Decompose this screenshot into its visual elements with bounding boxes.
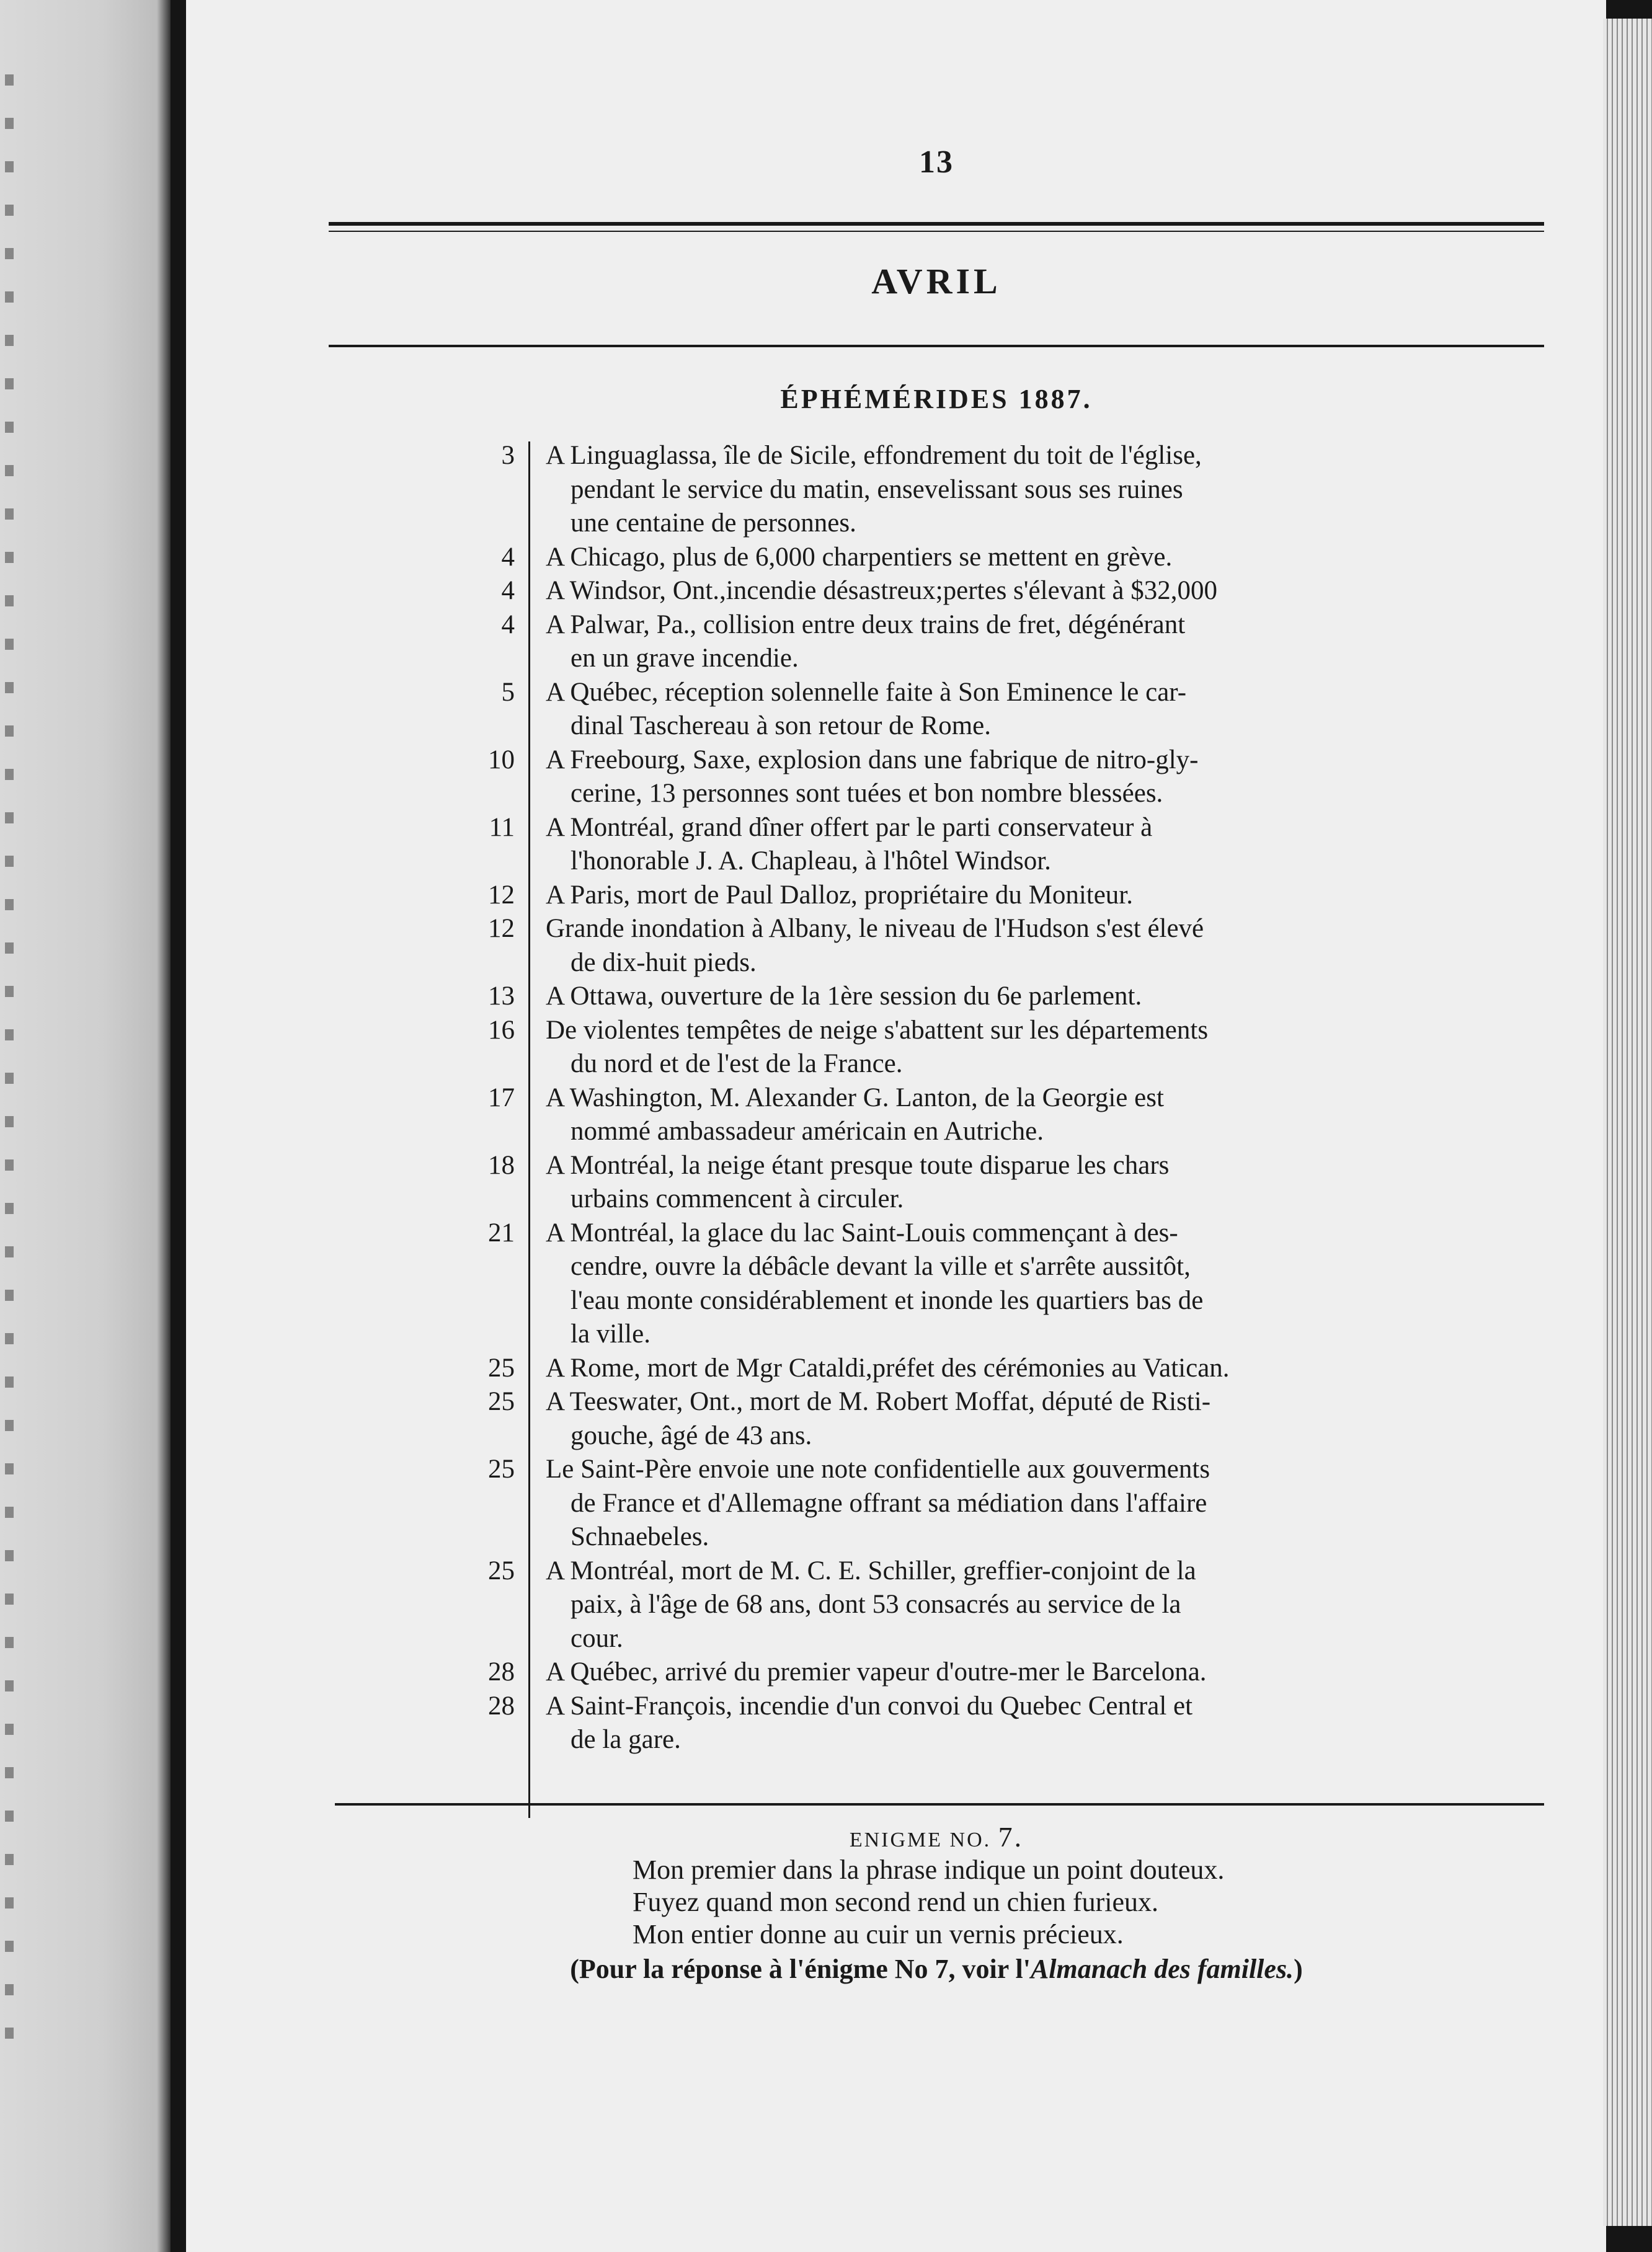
entry-text [546,439,1538,541]
ephemeris-entry [329,541,1544,575]
entry-line: en un grave incendie. [571,644,799,673]
entry-day: 11 [489,812,515,842]
bottom-rule [335,1803,1544,1806]
entry-line: A Ottawa, ouverture de la 1ère session du 6e parlement. [546,982,1142,1011]
entry-day: 3 [501,441,515,470]
ephemeris-entry [329,574,1544,608]
ephemeris-entry [329,1149,1544,1217]
entry-line: urbains commencent à circuler. [571,1184,904,1213]
entry-line: A Montréal, grand dîner offert par le parti conservateur à [546,812,1153,842]
entry-text [546,541,1538,575]
entry-day: 25 [488,1353,515,1383]
poem-line: Fuyez quand mon second rend un chien furieux. [633,1887,1158,1917]
ephemeris-entry [329,1656,1544,1690]
entry-line: cerine, 13 personnes sont tuées et bon nombre blessées. [571,779,1163,808]
entry-line: cour. [571,1623,623,1653]
entry-line: A Washington, M. Alexander G. Lanton, de la Georgie est [546,1083,1164,1112]
entry-text [546,574,1538,608]
entry-line: A Montréal, la glace du lac Saint-Louis commençant à des- [546,1218,1178,1248]
section-title: ÉPHÉMÉRIDES 1887. [780,384,1093,414]
entry-line: pendant le service du matin, ensevelissant sous ses ruines [571,474,1183,504]
entry-line: A Saint-François, incendie d'un convoi du Quebec Central et [546,1691,1193,1721]
enigme-number: 7. [998,1821,1024,1853]
entry-line: paix, à l'âge de 68 ans, dont 53 consacrés au service de la [571,1590,1181,1619]
entry-line: du nord et de l'est de la France. [571,1049,903,1078]
entry-text [546,879,1538,913]
entry-text [546,811,1538,879]
entry-line: dinal Taschereau à son retour de Rome. [571,711,991,740]
entry-line: A Freebourg, Saxe, explosion dans une fabrique de nitro-gly- [546,745,1199,774]
entry-day: 25 [488,1556,515,1585]
entry-line: l'honorable J. A. Chapleau, à l'hôtel Windsor. [571,846,1051,876]
entry-text [546,1554,1538,1656]
poem-line: Mon premier dans la phrase indique un point douteux. [633,1855,1225,1885]
entry-text [546,912,1538,980]
top-rule-thin [329,231,1544,232]
ephemeris-entry [329,879,1544,913]
month-title: AVRIL [871,261,1001,301]
entry-day: 16 [488,1015,515,1045]
entry-line: gouche, âgé de 43 ans. [571,1421,812,1450]
entry-line: A Chicago, plus de 6,000 charpentiers se mettent en grève. [546,542,1173,572]
entry-text [546,676,1538,743]
entry-line: A Teeswater, Ont., mort de M. Robert Moffat, député de Risti- [546,1387,1211,1416]
entry-day: 10 [488,745,515,774]
entry-text [546,1385,1538,1453]
page-number: 13 [919,144,954,180]
ephemeris-entry [329,1081,1544,1149]
entry-day: 5 [501,677,515,707]
entry-line: A Linguaglassa, île de Sicile, effondrement du toit de l'église, [546,441,1202,470]
entry-text [546,608,1538,676]
entry-line: Schnaebeles. [571,1522,709,1551]
ephemeris-entry [329,1453,1544,1554]
entry-text [546,1453,1538,1554]
entry-text [546,1149,1538,1217]
ephemeris-entry [329,439,1544,541]
entry-day: 21 [488,1218,515,1248]
entry-text [546,1656,1538,1690]
page-stack-edge [1603,19,1652,2226]
ephemeris-entry [329,1690,1544,1757]
entry-day: 17 [488,1083,515,1112]
entry-day: 4 [501,542,515,572]
entry-text [546,1690,1538,1757]
entry-day: 18 [488,1150,515,1180]
answer-prefix: (Pour la réponse à l'énigme No 7, voir l' [570,1954,1031,1984]
entry-line: de dix-huit pieds. [571,947,757,977]
ephemeris-entry [329,743,1544,811]
ephemeris-entry [329,1352,1544,1386]
ephemeris-entry [329,1014,1544,1081]
entry-line: A Montréal, la neige étant presque toute disparue les chars [546,1150,1170,1180]
entry-day: 25 [488,1387,515,1416]
enigme-answer-note [329,1953,1544,1985]
answer-reference-title: Almanach des familles. [1030,1954,1294,1984]
almanac-page [186,0,1606,2252]
entry-line: l'eau monte considérablement et inonde les quartiers bas de [571,1285,1204,1315]
ephemeris-entry [329,1554,1544,1656]
entry-line: A Québec, réception solennelle faite à Son Eminence le car- [546,677,1187,707]
entry-day: 4 [501,576,515,605]
ephemeris-entry [329,980,1544,1014]
ephemeris-entry [329,608,1544,676]
entry-day: 28 [488,1657,515,1687]
entry-line: Grande inondation à Albany, le niveau de l'Hudson s'est élevé [546,914,1204,943]
ephemeris-entry [329,676,1544,743]
entry-day: 12 [488,914,515,943]
enigme-heading [329,1820,1544,1853]
entry-line: de la gare. [571,1725,681,1754]
entry-day: 28 [488,1691,515,1721]
entry-day: 4 [501,610,515,639]
ephemerides-list [329,439,1544,1757]
entry-text [546,1352,1538,1386]
entry-line: de France et d'Allemagne offrant sa médiation dans l'affaire [571,1488,1207,1518]
entry-text [546,1081,1538,1149]
entry-line: nommé ambassadeur américain en Autriche. [571,1117,1044,1146]
ephemeris-entry [329,1217,1544,1352]
entry-line: A Palwar, Pa., collision entre deux trains de fret, dégénérant [546,610,1186,639]
entry-line: A Rome, mort de Mgr Cataldi,préfet des cérémonies au Vatican. [546,1353,1230,1383]
top-rule-thick [329,222,1544,226]
entry-day: 25 [488,1455,515,1484]
ephemeris-entry [329,912,1544,980]
ephemeris-entry [329,1385,1544,1453]
poem-line: Mon entier donne au cuir un vernis précieux. [633,1919,1124,1949]
facing-page-edge [0,0,171,2252]
title-rule [329,345,1544,347]
enigme-label: ENIGME NO. [849,1829,992,1851]
entry-line: De violentes tempêtes de neige s'abattent sur les départements [546,1015,1209,1045]
entry-line: A Paris, mort de Paul Dalloz, propriétaire du Moniteur. [546,880,1134,910]
answer-suffix: ) [1294,1954,1303,1984]
entry-day: 12 [488,880,515,910]
page-content [329,0,1544,2252]
entry-line: une centaine de personnes. [571,508,856,538]
entry-line: A Montréal, mort de M. C. E. Schiller, greffier-conjoint de la [546,1556,1196,1585]
entry-text [546,1014,1538,1081]
facing-page-text-fragments [5,74,14,2059]
entry-line: A Québec, arrivé du premier vapeur d'outre-mer le Barcelona. [546,1657,1207,1687]
entry-day: 13 [488,982,515,1011]
entry-line: A Windsor, Ont.,incendie désastreux;pertes s'élevant à $32,000 [546,576,1218,605]
entry-line: la ville. [571,1319,651,1349]
entry-line: cendre, ouvre la débâcle devant la ville et s'arrête aussitôt, [571,1252,1191,1281]
ephemeris-entry [329,811,1544,879]
entry-line: Le Saint-Père envoie une note confidentielle aux gouverments [546,1455,1210,1484]
entry-text [546,980,1538,1014]
entry-text [546,743,1538,811]
enigme-poem [633,1854,1224,1951]
entry-text [546,1217,1538,1352]
